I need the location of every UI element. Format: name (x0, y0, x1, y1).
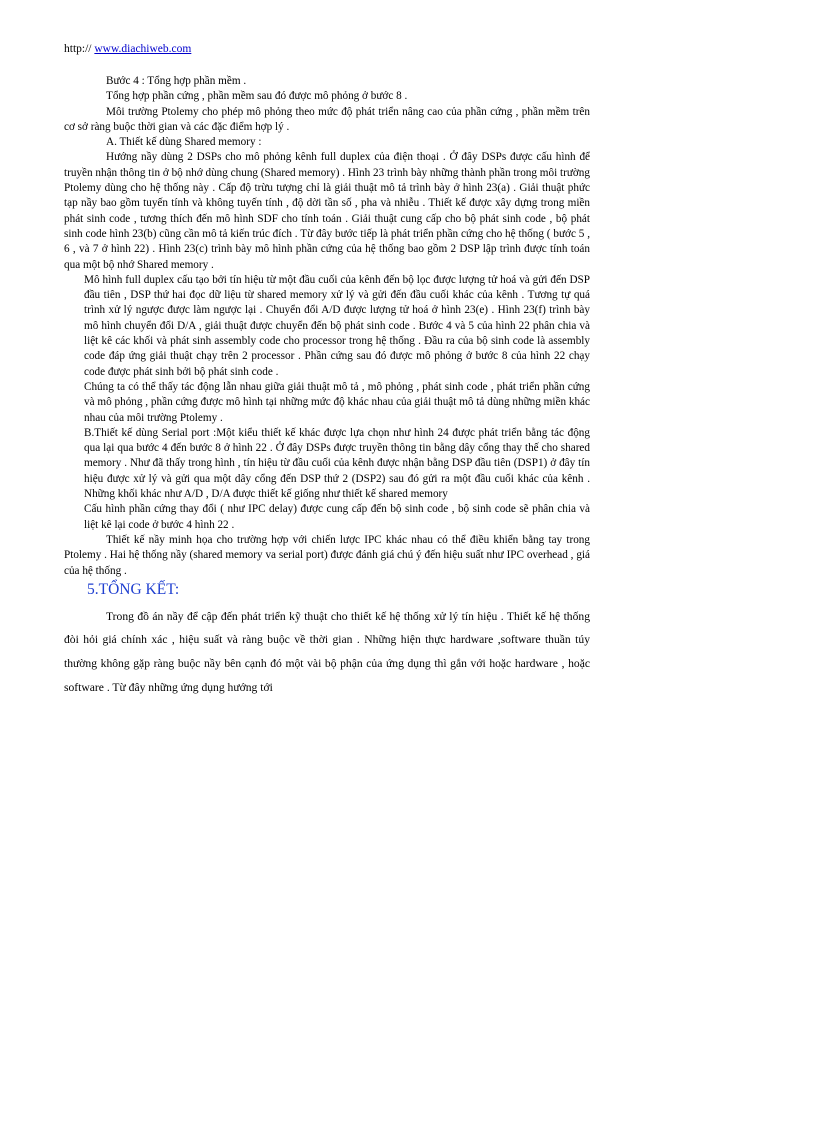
section-a-title: A. Thiết kế dùng Shared memory : (106, 136, 262, 149)
shared-memory-paragraph: Hướng nầy dùng 2 DSPs cho mô phỏng kênh full duplex của điện thoại . Ở đây DSPs được cấu hình để truyền nhận thông tin ở bộ nhớ dùng chung (Shared memory) . Hình 23 trình bày những thành phần trong môi trường Ptolemy dùng cho hệ thống này . Cấp độ trừu tượng chỉ là giải thuật mô tả trình bày ở hình 23(a) . Giải thuật phức tạp nầy bao gồm tuyến tính và không tuyến tính , độ dời tần số , pha và nhiễu . Thiết kế được xây dựng trong miền phát sinh code , tương thích đến mô hình SDF cho tính toán . Giải thuật cung cấp cho bộ phát sinh code , bộ phát sinh code hình 23(b) cũng cần mô tả kiến trúc đích . Từ đây bước tiếp là phát triển phần cứng cho hệ thống ( bước 5 , 6 , và 7 ở hình 22) . Hình 23(c) trình bày mô hình phần cứng của hệ thống bao gồm 2 DSP lập trình được tính toán qua một bộ nhớ Shared memory . (64, 151, 590, 271)
header-prefix: http:// (64, 43, 95, 55)
website-link[interactable]: www.diachiweb.com (94, 43, 192, 55)
step-4-line: Bước 4 : Tổng hợp phần mềm . (106, 75, 247, 87)
document-body (64, 74, 590, 699)
ipc-strategy-paragraph: Thiết kế nầy minh họa cho trường hợp với chiến lược IPC khác nhau có thể điều khiển bằng tay trong Ptolemy . Hai hệ thống nầy (shared memory va serial port) được đánh giá chú ý đến hiệu suất như IPC overhead , giá của hệ thống . (64, 533, 590, 577)
synthesis-line: Tổng hợp phần cứng , phần mềm sau đó được mô phỏng ở bước 8 . (106, 90, 408, 103)
hardware-config-paragraph: Cấu hình phần cứng thay đổi ( như IPC delay) được cung cấp đến bộ sinh code , bộ sinh code sẽ phân chia và liệt kê lại code ở bước 4 hình 22 . (84, 503, 590, 531)
full-duplex-paragraph: Mô hình full duplex cấu tạo bởi tín hiệu từ một đầu cuối của kênh đến bộ lọc được lượng tử hoá và gửi đến DSP đầu tiên , DSP thứ hai đọc dữ liệu từ shared memory xử lý và gửi đến đầu cuối khác của kênh . Tương tự quá trình xử lý ngược được làm ngược lại . Chuyển đổi A/D được lượng tử hoá ở hình 23(e) . Hình 23(f) trình bày mô hình chuyển đổi D/A , giải thuật được chuyển đến bộ phát sinh code . Bước 4 và 5 của hình 22 phân chia và liệt kê các khối và phát sinh assembly code cho processor trong hệ thống . Đầu ra của bộ sinh code là assembly code đáp ứng giải thuật chạy trên 2 processor . Phần cứng sau đó được mô phỏng ở bước 8 của hình 22 chạy code được phát sinh bởi bộ phát sinh code . (84, 273, 590, 378)
ptolemy-paragraph: Môi trường Ptolemy cho phép mô phỏng theo mức độ phát triển nâng cao của phần cứng , phần mềm trên cơ sở ràng buộc thời gian và các đặc điểm hợp lý . (64, 105, 590, 133)
page-header (64, 43, 191, 55)
summary-paragraph: Trong đồ án nầy để cập đến phát triển kỹ thuật cho thiết kế hệ thống xử lý tín hiệu . Thiết kế hệ thống đòi hỏi giá chính xác , hiệu suất và ràng buộc về thời gian . Những hiện thực hardware ,software thuần túy thường không gặp ràng buộc nầy bên cạnh đó một vài bộ phận của ứng dụng thì gắn với hoặc hardware , hoặc software . Từ đây những ứng dụng hướng tới (64, 609, 590, 694)
section-heading: 5.TỔNG KẾT: (87, 580, 180, 598)
interaction-paragraph: Chúng ta có thể thấy tác động lẫn nhau giữa giải thuật mô tả , mô phỏng , phát sinh code , phát triển phần cứng và mô phỏng , phần cứng được mô hình tại những mức độ khác nhau của giải thuật mô tả dùng những miền khác nhau của môi trường Ptolemy . (84, 380, 590, 424)
serial-port-paragraph: B.Thiết kế dùng Serial port :Một kiểu thiết kế khác được lựa chọn như hình 24 được phát triển bằng tác động qua lại qua bước 4 đến bước 8 ở hình 22 . Ở đây DSPs được truyền thông tin bằng dây cổng thay thế cho shared memory . Như đã thấy trong hình , tín hiệu từ đầu cuối của kênh được nhận bằng DSP đầu tiên (DSP1) ở đây tín hiệu được xử lý và gửi qua một dây cổng đến DSP thứ 2 (DSP2) sau đó gửi ra một đầu cuối khác của kênh . Những khối khác như A/D , D/A được thiết kế giống như thiết kế shared memory (84, 426, 590, 501)
